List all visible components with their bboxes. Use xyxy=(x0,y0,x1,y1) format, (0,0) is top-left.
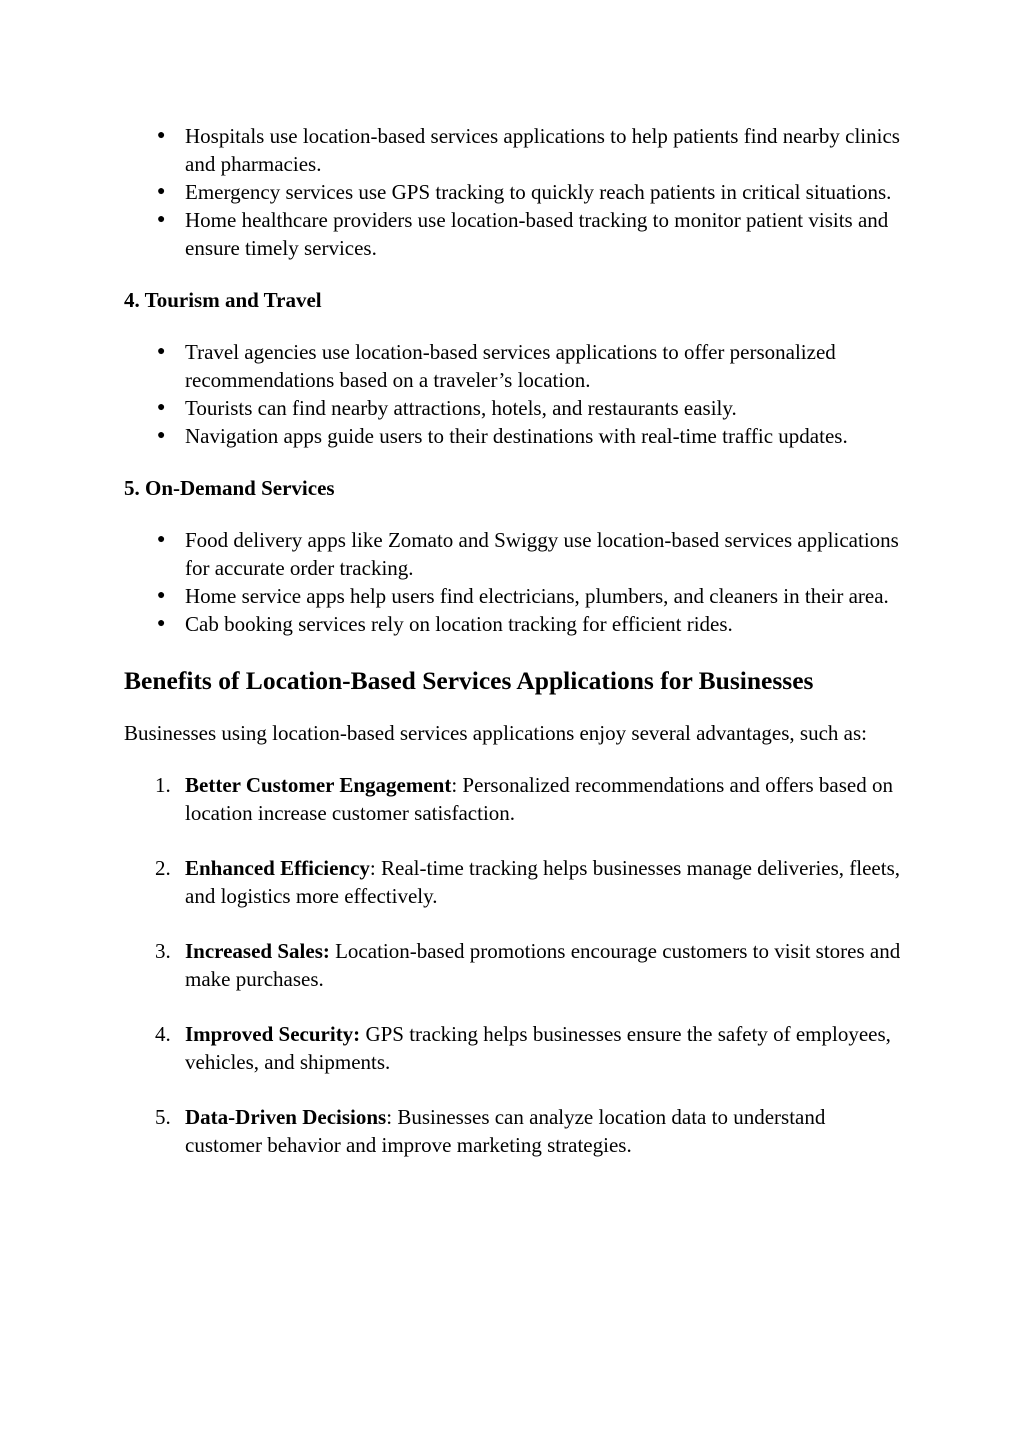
list-item xyxy=(124,206,904,262)
benefits-intro: Businesses using location-based services applications enjoy several advantages, such as: xyxy=(124,721,867,745)
list-item xyxy=(124,854,904,910)
benefit-term: Enhanced Efficiency xyxy=(185,856,370,880)
list-item xyxy=(124,394,904,422)
benefit-text: : Businesses can analyze location data to understand customer behavior and improve marketing strategies. xyxy=(185,1105,826,1157)
bullet-icon: ● xyxy=(157,128,166,143)
benefit-term: Increased Sales: xyxy=(185,939,330,963)
tourism-bullet-list xyxy=(124,338,904,450)
benefit-text: : Personalized recommendations and offers based on location increase customer satisfaction. xyxy=(185,773,893,825)
on-demand-bullet-list xyxy=(124,526,904,638)
bullet-icon: ● xyxy=(157,616,166,631)
benefit-text: Location-based promotions encourage customers to visit stores and make purchases. xyxy=(185,939,901,991)
list-item-text: Navigation apps guide users to their destinations with real-time traffic updates. xyxy=(185,424,848,448)
list-item-text: Cab booking services rely on location tracking for efficient rides. xyxy=(185,612,733,636)
list-item xyxy=(124,1103,904,1159)
list-item-text: Hospitals use location-based services applications to help patients find nearby clinics and pharmacies. xyxy=(185,124,900,176)
bullet-icon: ● xyxy=(157,428,166,443)
list-item xyxy=(124,937,904,993)
list-item xyxy=(124,422,904,450)
list-item xyxy=(124,1020,904,1076)
list-item-text: Emergency services use GPS tracking to quickly reach patients in critical situations. xyxy=(185,180,892,204)
benefits-heading: Benefits of Location-Based Services Applications for Businesses xyxy=(124,666,814,695)
list-item-text: Travel agencies use location-based services applications to offer personalized recommendations based on a traveler’s location. xyxy=(185,340,836,392)
healthcare-bullet-list xyxy=(124,122,904,262)
benefit-term: Improved Security: xyxy=(185,1022,361,1046)
list-item-text: Food delivery apps like Zomato and Swiggy use location-based services applications for accurate order tracking. xyxy=(185,528,899,580)
list-item-text: Tourists can find nearby attractions, hotels, and restaurants easily. xyxy=(185,396,737,420)
bullet-icon: ● xyxy=(157,400,166,415)
list-item xyxy=(124,526,904,582)
list-item-text: Home healthcare providers use location-based tracking to monitor patient visits and ensure timely services. xyxy=(185,208,889,260)
list-item xyxy=(124,610,904,638)
benefit-term: Better Customer Engagement xyxy=(185,773,452,797)
list-number: 1. xyxy=(155,773,171,797)
list-item xyxy=(124,771,904,827)
bullet-icon: ● xyxy=(157,532,166,547)
list-item-text: Home service apps help users find electricians, plumbers, and cleaners in their area. xyxy=(185,584,889,608)
bullet-icon: ● xyxy=(157,212,166,227)
list-item xyxy=(124,582,904,610)
bullet-icon: ● xyxy=(157,588,166,603)
list-item xyxy=(124,122,904,178)
list-number: 2. xyxy=(155,856,171,880)
list-number: 4. xyxy=(155,1022,171,1046)
benefit-text: GPS tracking helps businesses ensure the safety of employees, vehicles, and shipments. xyxy=(185,1022,891,1074)
bullet-icon: ● xyxy=(157,184,166,199)
benefit-text: : Real-time tracking helps businesses manage deliveries, fleets, and logistics more effectively. xyxy=(185,856,901,908)
list-number: 5. xyxy=(155,1105,171,1129)
bullet-icon: ● xyxy=(157,344,166,359)
benefit-term: Data-Driven Decisions xyxy=(185,1105,387,1129)
benefits-numbered-list xyxy=(124,771,904,1159)
list-item xyxy=(124,178,904,206)
tourism-heading: 4. Tourism and Travel xyxy=(124,288,322,312)
list-number: 3. xyxy=(155,939,171,963)
list-item xyxy=(124,338,904,394)
document-page xyxy=(124,122,904,1159)
on-demand-heading: 5. On-Demand Services xyxy=(124,476,335,500)
